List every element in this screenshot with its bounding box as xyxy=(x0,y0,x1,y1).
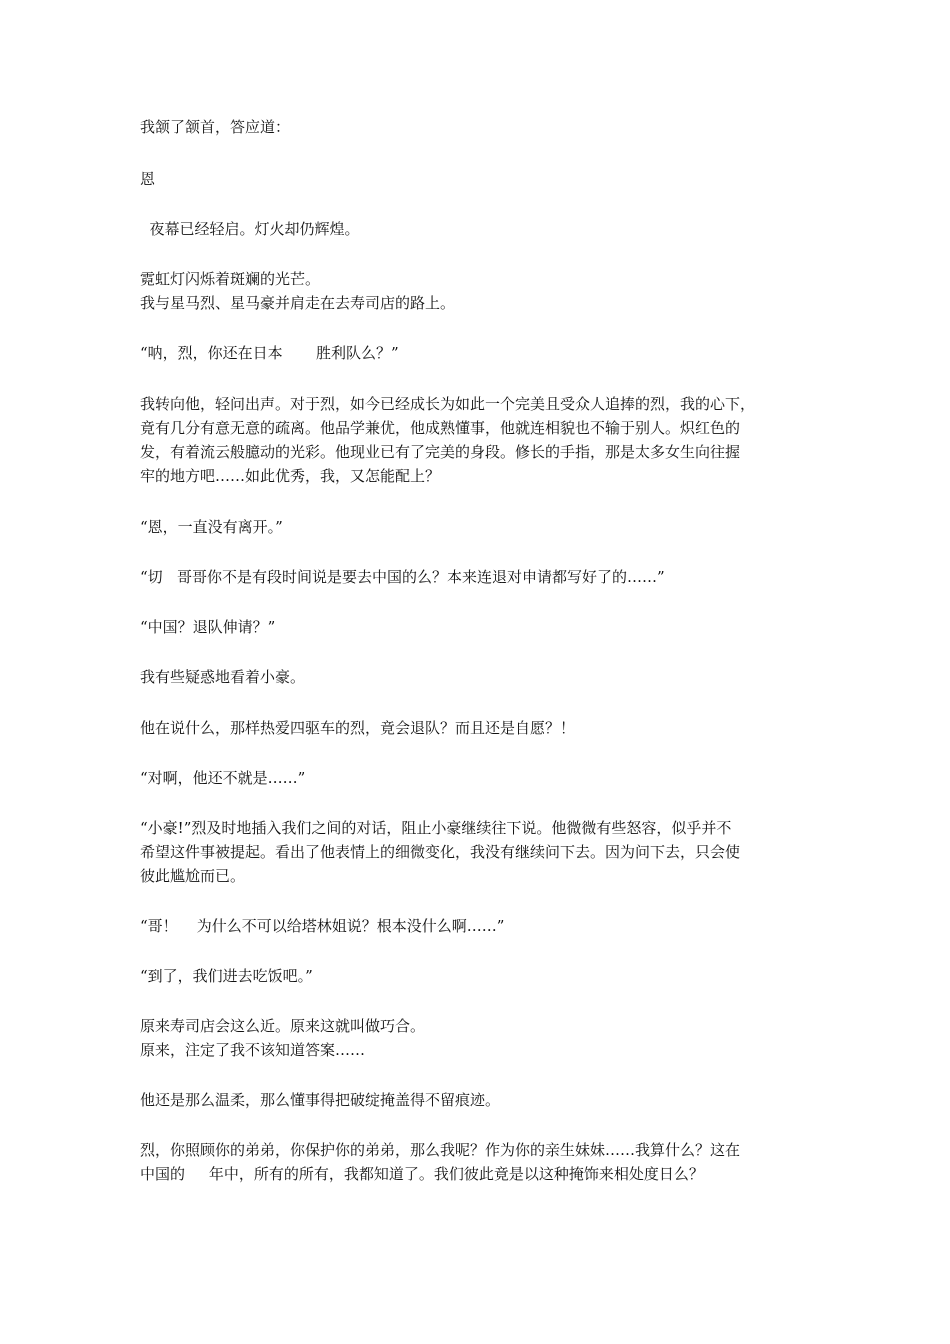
text-line: 原来，注定了我不该知道答案…… xyxy=(140,1041,366,1059)
text-line: 我转向他，轻问出声。对于烈，如今已经成长为如此一个完美且受众人追捧的烈，我的心下， xyxy=(140,395,756,413)
text-line: 希望这件事被提起。看出了他表情上的细微变化，我没有继续问下去。因为问下去，只会使 xyxy=(140,843,741,861)
text-line: 我有些疑惑地看着小豪。 xyxy=(140,668,306,686)
text-line: “中国？退队伸请？” xyxy=(140,618,276,636)
text-line: “对啊，他还不就是……” xyxy=(140,769,306,787)
text-line: “恩，一直没有离开。” xyxy=(140,518,283,536)
text-line: 夜幕已经轻启。灯火却仍辉煌。 xyxy=(140,220,360,238)
text-line: 他还是那么温柔，那么懂事得把破绽掩盖得不留痕迹。 xyxy=(140,1091,501,1109)
text-line: 烈，你照顾你的弟弟，你保护你的弟弟，那么我呢？作为你的亲生妹妹……我算什么？这在 xyxy=(140,1141,741,1159)
text-line: “到了，我们进去吃饭吧。” xyxy=(140,967,313,985)
text-line: “切 哥哥你不是有段时间说是要去中国的么？本来连退对申请都写好了的……” xyxy=(140,568,665,586)
text-line: “呐，烈，你还在日本 胜利队么？” xyxy=(140,344,399,362)
text-line: 彼此尴尬而已。 xyxy=(140,867,246,885)
text-line: 中国的 年中，所有的所有，我都知道了。我们彼此竟是以这种掩饰来相处度日么？ xyxy=(140,1165,704,1183)
text-line: 恩 xyxy=(140,170,156,188)
text-line: 我颔了颔首，答应道： xyxy=(140,118,291,136)
text-line: 原来寿司店会这么近。原来这就叫做巧合。 xyxy=(140,1017,426,1035)
text-line: “哥！ 为什么不可以给塔林姐说？根本没什么啊……” xyxy=(140,917,505,935)
text-line: 他在说什么，那样热爱四驱车的烈，竟会退队？而且还是自愿？！ xyxy=(140,719,576,737)
text-line: “小豪!”烈及时地插入我们之间的对话，阻止小豪继续往下说。他微微有些怒容，似乎并不 xyxy=(140,819,732,837)
text-line: 牢的地方吧……如此优秀，我，又怎能配上？ xyxy=(140,467,441,485)
text-line: 霓虹灯闪烁着斑斓的光芒。 xyxy=(140,270,321,288)
text-line: 竟有几分有意无意的疏离。他品学兼优，他成熟懂事，他就连相貌也不输于别人。炽红色的 xyxy=(140,419,741,437)
text-line: 我与星马烈、星马豪并肩走在去寿司店的路上。 xyxy=(140,294,456,312)
text-line: 发，有着流云般臆动的光彩。他现业已有了完美的身段。修长的手指，那是太多女生向往握 xyxy=(140,443,741,461)
